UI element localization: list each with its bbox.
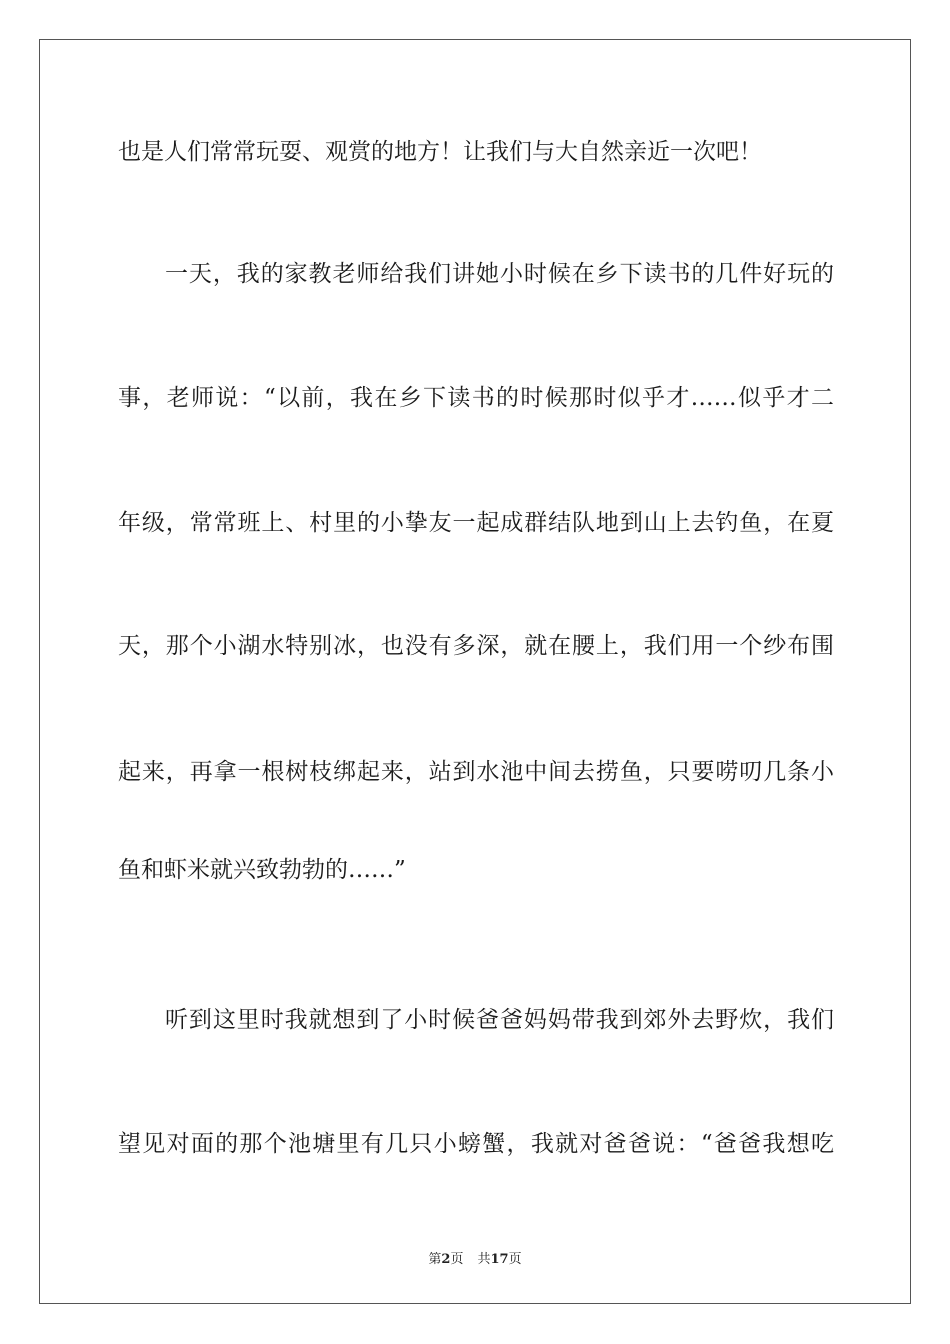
text-line-2: 一天，我的家教老师给我们讲她小时候在乡下读书的几件好玩的 (165, 261, 834, 287)
total-pages: 17 (490, 1252, 509, 1267)
text-line-4: 年级，常常班上、村里的小挚友一起成群结队地到山上去钓鱼，在夏 (118, 510, 834, 536)
total-prefix: 共 (477, 1252, 491, 1267)
page-frame (39, 39, 911, 1304)
text-line-8: 听到这里时我就想到了小时候爸爸妈妈带我到郊外去野炊，我们 (165, 1007, 834, 1033)
total-suffix: 页 (508, 1252, 522, 1267)
text-line-7: 鱼和虾米就兴致勃勃的……” (118, 857, 406, 883)
page-number: 2 (441, 1252, 451, 1267)
text-line-5: 天，那个小湖水特别冰，也没有多深，就在腰上，我们用一个纱布围 (118, 633, 834, 659)
text-line-9: 望见对面的那个池塘里有几只小螃蟹，我就对爸爸说：“爸爸我想吃 (118, 1131, 834, 1157)
page-suffix: 页 (450, 1252, 464, 1267)
text-line-6: 起来，再拿一根树枝绑起来，站到水池中间去捞鱼，只要唠叨几条小 (118, 759, 834, 785)
text-line-1: 也是人们常常玩耍、观赏的地方！让我们与大自然亲近一次吧！ (118, 139, 762, 165)
text-line-3: 事，老师说：“以前，我在乡下读书的时候那时似乎才……似乎才二 (118, 385, 834, 411)
page-prefix: 第 (428, 1252, 442, 1267)
page-footer (0, 1248, 950, 1267)
